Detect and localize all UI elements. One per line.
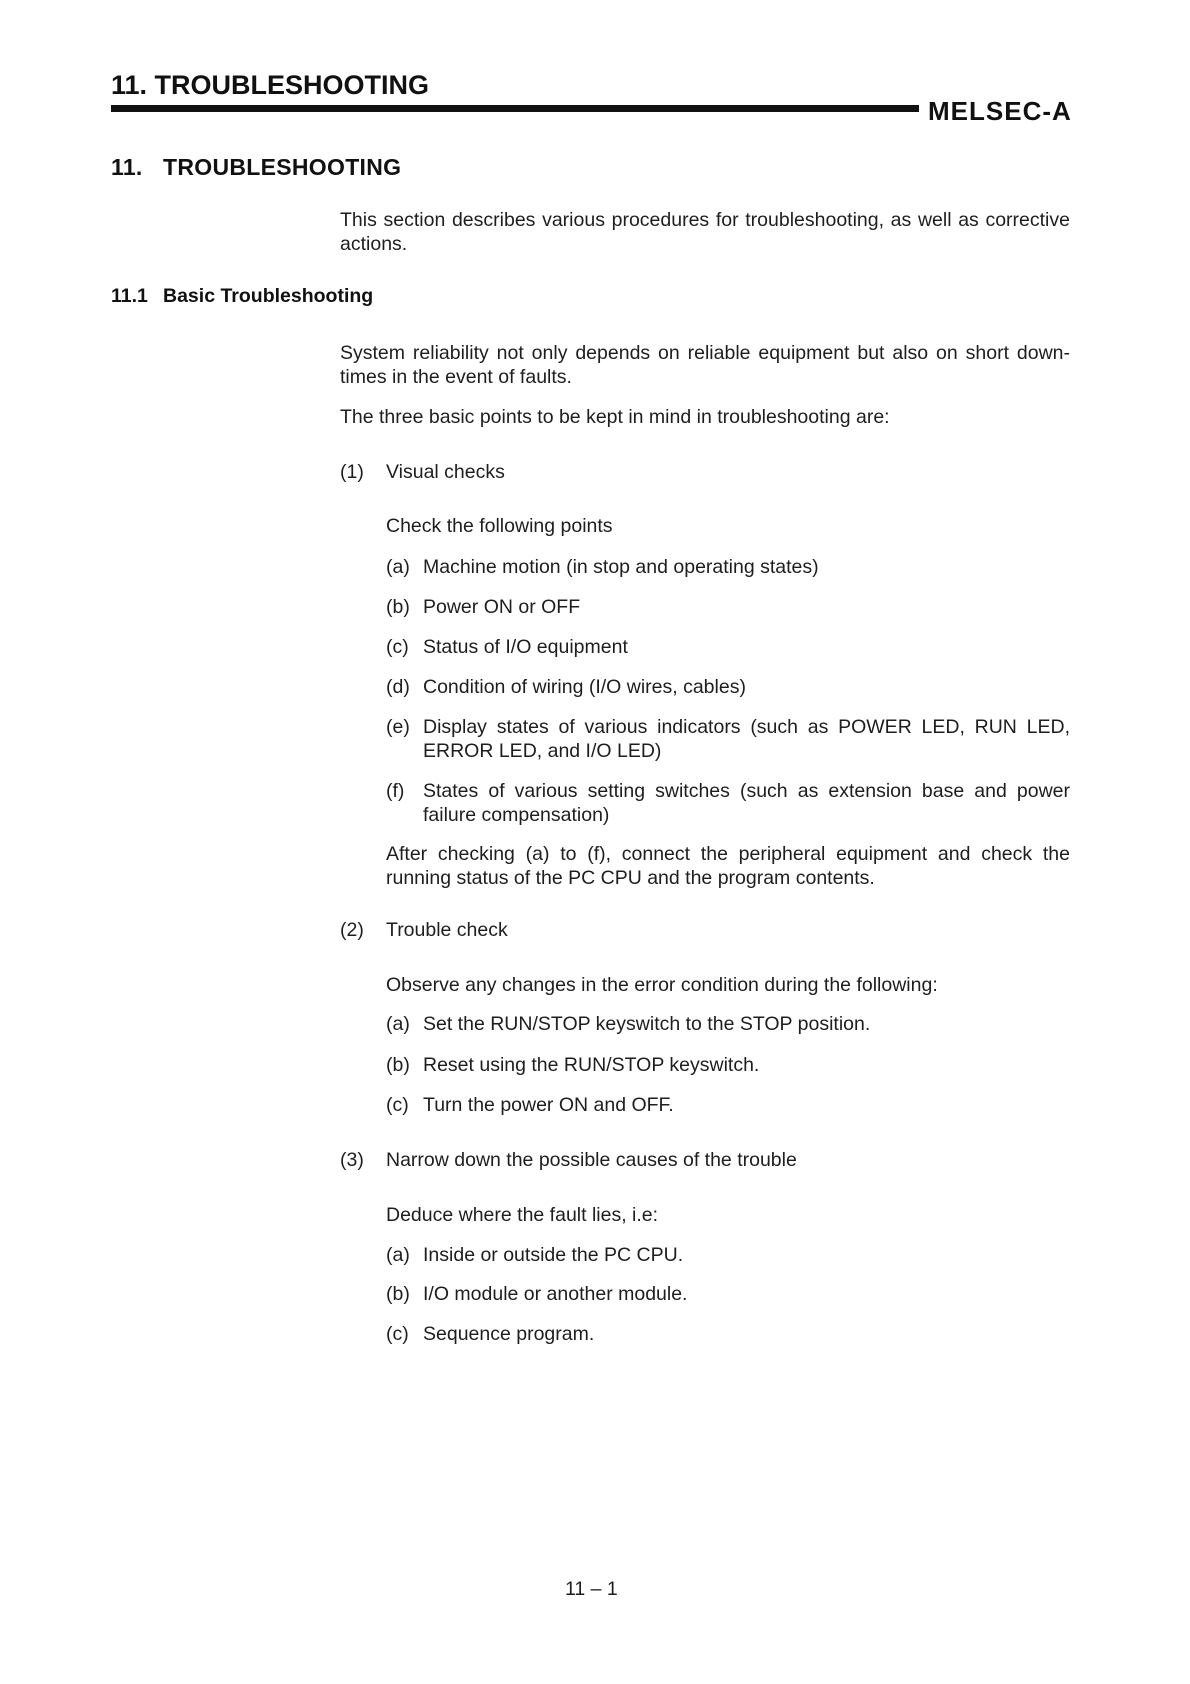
point-1-title: Visual checks bbox=[386, 461, 505, 483]
subsection-paragraph-2: The three basic points to be kept in mind in troubleshooting are: bbox=[340, 406, 890, 428]
list-item-text: Reset using the RUN/STOP keyswitch. bbox=[423, 1054, 760, 1076]
list-item-label: (b) bbox=[386, 596, 410, 618]
list-item bbox=[386, 1093, 1070, 1117]
point-1-lead: Check the following points bbox=[386, 515, 613, 537]
list-item-text: Power ON or OFF bbox=[423, 596, 581, 618]
point-2-title: Trouble check bbox=[386, 919, 508, 941]
point-1-number: (1) bbox=[340, 461, 364, 483]
list-item-label: (b) bbox=[386, 1054, 410, 1076]
point-1-after: After checking (a) to (f), connect the peripheral equipment and check the running status of the PC CPU and the program contents. bbox=[386, 843, 1070, 889]
subsection-paragraph-1: System reliability not only depends on reliable equipment but also on short down-times in the event of faults. bbox=[340, 342, 1070, 388]
list-item bbox=[386, 779, 1070, 827]
running-header-title: 11. TROUBLESHOOTING bbox=[111, 70, 430, 100]
list-item-label: (b) bbox=[386, 1283, 410, 1305]
list-item-text: Status of I/O equipment bbox=[423, 636, 628, 658]
list-item-text: Set the RUN/STOP keyswitch to the STOP position. bbox=[423, 1013, 871, 1035]
list-item-text: Condition of wiring (I/O wires, cables) bbox=[423, 676, 746, 698]
list-item bbox=[386, 1243, 1070, 1267]
list-item bbox=[386, 675, 1070, 699]
subsection-title: Basic Troubleshooting bbox=[163, 285, 374, 307]
list-item bbox=[386, 1053, 1070, 1077]
list-item-text: Turn the power ON and OFF. bbox=[423, 1094, 674, 1116]
subsection-heading bbox=[111, 285, 373, 308]
list-item-text: Display states of various indicators (such as POWER LED, RUN LED, ERROR LED, and I/O LED) bbox=[423, 716, 1070, 762]
list-item-label: (a) bbox=[386, 1013, 410, 1035]
list-item-text: Sequence program. bbox=[423, 1323, 595, 1345]
list-item-text: I/O module or another module. bbox=[423, 1283, 688, 1305]
list-item bbox=[386, 1322, 1070, 1346]
list-item-label: (a) bbox=[386, 1244, 410, 1266]
point-2-lead: Observe any changes in the error condition during the following: bbox=[386, 974, 938, 996]
list-item-label: (d) bbox=[386, 676, 410, 698]
list-item bbox=[386, 635, 1070, 659]
section-intro: This section describes various procedures for troubleshooting, as well as corrective actions. bbox=[340, 209, 1070, 255]
section-title: TROUBLESHOOTING bbox=[163, 154, 402, 180]
list-item bbox=[386, 1282, 1070, 1306]
header-rule bbox=[111, 105, 919, 112]
list-item-label: (c) bbox=[386, 1323, 409, 1345]
list-item-text: Machine motion (in stop and operating states) bbox=[423, 556, 819, 578]
point-3-number: (3) bbox=[340, 1149, 364, 1171]
list-item-label: (c) bbox=[386, 636, 409, 658]
page-number: 11 – 1 bbox=[565, 1578, 618, 1600]
list-item-label: (e) bbox=[386, 716, 410, 738]
list-item-text: States of various setting switches (such as extension base and power failure compensation) bbox=[423, 780, 1070, 826]
list-item-label: (f) bbox=[386, 780, 405, 802]
brand-label: MELSEC-A bbox=[928, 96, 1072, 126]
section-number: 11. bbox=[111, 154, 143, 180]
point-2-number: (2) bbox=[340, 919, 364, 941]
list-item bbox=[386, 1012, 1070, 1036]
subsection-number: 11.1 bbox=[111, 285, 148, 307]
list-item-text: Inside or outside the PC CPU. bbox=[423, 1244, 684, 1266]
point-3-lead: Deduce where the fault lies, i.e: bbox=[386, 1204, 659, 1226]
section-heading bbox=[111, 154, 401, 181]
point-3-title: Narrow down the possible causes of the trouble bbox=[386, 1149, 797, 1171]
list-item bbox=[386, 555, 1070, 579]
list-item bbox=[386, 715, 1070, 763]
list-item-label: (a) bbox=[386, 556, 410, 578]
list-item bbox=[386, 595, 1070, 619]
list-item-label: (c) bbox=[386, 1094, 409, 1116]
